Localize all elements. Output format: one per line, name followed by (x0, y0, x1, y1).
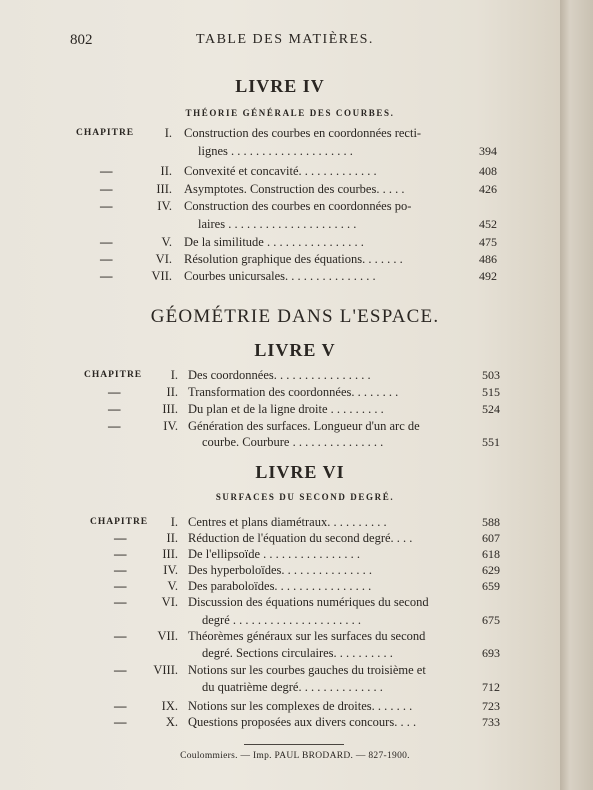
chapter-title: Théorèmes généraux sur les surfaces du second (188, 629, 426, 643)
chapter-number: X. (165, 715, 178, 729)
page-ref: 607 (482, 531, 500, 545)
page-ref: 426 (479, 182, 497, 196)
chapter-title: laires . . . . . . . . . . . . . . . . . . . . . (198, 217, 357, 231)
toc-entry-line (0, 234, 560, 250)
chapter-label: — (114, 531, 127, 545)
chapter-title: Asymptotes. Construction des courbes. . . . . (184, 182, 405, 196)
chapter-title: Construction des courbes en coordonnées recti- (184, 126, 422, 140)
page-number: 802 (70, 32, 93, 48)
toc-entry-line (0, 530, 560, 546)
toc-entry-line (0, 401, 560, 417)
chapter-title: Centres et plans diamétraux. . . . . . . . . . (188, 515, 387, 529)
chapter-number: III. (156, 182, 172, 196)
toc-entry-line (0, 546, 560, 562)
toc-entry-line (0, 181, 560, 197)
toc-entry-line (0, 628, 560, 644)
page-ref: 551 (482, 435, 500, 449)
livre-iv-subtitle: THÉORIE GÉNÉRALE DES COURBES. (185, 108, 395, 118)
toc-entry-line (0, 268, 560, 284)
page-ref: 675 (482, 613, 500, 627)
page-ref: 733 (482, 715, 500, 729)
page-ref: 394 (479, 144, 497, 158)
toc-entry-line (0, 679, 560, 695)
page-ref: 588 (482, 515, 500, 529)
chapter-number: I. (164, 126, 172, 140)
chapter-label: — (100, 252, 113, 266)
chapter-title: Notions sur les courbes gauches du troisième et (188, 663, 426, 677)
chapter-number: II. (160, 164, 172, 178)
chapter-label: CHAPITRE (84, 370, 143, 380)
chapter-title: Des hyperboloïdes. . . . . . . . . . . . . . . (188, 563, 373, 577)
chapter-number: VIII. (153, 663, 178, 677)
chapter-number: VII. (157, 629, 178, 643)
chapter-label: — (114, 579, 127, 593)
chapter-label: — (114, 663, 127, 677)
chapter-title: De l'ellipsoïde . . . . . . . . . . . . . . . . (188, 547, 361, 561)
chapter-number: IX. (161, 699, 178, 713)
chapter-label: — (100, 269, 113, 283)
chapter-label: — (100, 199, 113, 213)
page-ref: 629 (482, 563, 500, 577)
chapter-number: V. (167, 579, 178, 593)
livre-v-title: LIVRE V (254, 340, 336, 360)
toc-entry-line (0, 216, 560, 232)
chapter-number: II. (166, 385, 178, 399)
chapter-label: — (114, 629, 127, 643)
page-ref: 515 (482, 385, 500, 399)
page-ref: 723 (482, 699, 500, 713)
chapter-number: II. (166, 531, 178, 545)
chapter-label: CHAPITRE (90, 517, 149, 527)
page-ref: 475 (479, 235, 497, 249)
chapter-title: Discussion des équations numériques du second (188, 595, 429, 609)
page-ref: 492 (479, 269, 497, 283)
chapter-label: — (114, 547, 127, 561)
chapter-label: — (114, 715, 127, 729)
chapter-title: Convexité et concavité. . . . . . . . . . . . . (184, 164, 377, 178)
chapter-number: I. (170, 368, 178, 382)
part-title: GÉOMÉTRIE DANS L'ESPACE. (150, 306, 440, 327)
toc-entry-line (0, 562, 560, 578)
chapter-title: degré . . . . . . . . . . . . . . . . . . . . . (202, 613, 362, 627)
toc-entry-line (0, 514, 560, 530)
page-ref: 712 (482, 680, 500, 694)
chapter-label: — (108, 385, 121, 399)
chapter-number: V. (161, 235, 172, 249)
chapter-title: lignes . . . . . . . . . . . . . . . . . . . . (198, 144, 353, 158)
chapter-title: Du plan et de la ligne droite . . . . . . . . . (188, 402, 384, 416)
toc-entry-line (0, 662, 560, 678)
footer-rule (244, 744, 344, 745)
page-header (70, 32, 500, 52)
page-ref: 693 (482, 646, 500, 660)
livre-vi-subtitle: SURFACES DU SECOND DEGRÉ. (215, 492, 395, 502)
toc-entry-line (0, 612, 560, 628)
page-ref: 618 (482, 547, 500, 561)
page-ref: 503 (482, 368, 500, 382)
chapter-title: Construction des courbes en coordonnées po- (184, 199, 412, 213)
chapter-label: — (114, 595, 127, 609)
chapter-number: IV. (157, 199, 172, 213)
toc-entry-line (0, 698, 560, 714)
toc-entry-line (0, 143, 560, 159)
chapter-title: Des paraboloïdes. . . . . . . . . . . . . . . . (188, 579, 372, 593)
page-edge (560, 0, 593, 790)
chapter-title: Des coordonnées. . . . . . . . . . . . . . . . (188, 368, 371, 382)
printer-footer: Coulommiers. — Imp. PAUL BRODARD. — 827-1900. (180, 751, 410, 761)
chapter-title: Notions sur les complexes de droites. . . . . . . (188, 699, 413, 713)
toc-entry-line (0, 251, 560, 267)
chapter-title: du quatrième degré. . . . . . . . . . . . . . (202, 680, 383, 694)
chapter-label: — (108, 419, 121, 433)
chapter-number: VII. (151, 269, 172, 283)
toc-entry-line (0, 594, 560, 610)
chapter-title: Courbes unicursales. . . . . . . . . . . . . . . (184, 269, 376, 283)
toc-entry-line (0, 163, 560, 179)
toc-entry-line (0, 714, 560, 730)
page-ref: 486 (479, 252, 497, 266)
toc-entry-line (0, 384, 560, 400)
toc-entry-line (0, 198, 560, 214)
chapter-number: III. (162, 402, 178, 416)
chapter-number: IV. (163, 563, 178, 577)
livre-vi-title: LIVRE VI (255, 462, 345, 482)
chapter-title: courbe. Courbure . . . . . . . . . . . . . . . (202, 435, 384, 449)
chapter-label: — (100, 164, 113, 178)
toc-entry-line (0, 367, 560, 383)
chapter-label: CHAPITRE (76, 128, 135, 138)
chapter-label: — (114, 699, 127, 713)
toc-entry-line (0, 434, 560, 450)
page-ref: 524 (482, 402, 500, 416)
chapter-title: De la similitude . . . . . . . . . . . . . . . . (184, 235, 364, 249)
toc-entry-line (0, 418, 560, 434)
page-ref: 408 (479, 164, 497, 178)
livre-iv-title: LIVRE IV (235, 76, 325, 96)
toc-entry-line (0, 125, 560, 141)
chapter-label: — (100, 182, 113, 196)
chapter-title: Réduction de l'équation du second degré. . . . (188, 531, 413, 545)
chapter-title: Résolution graphique des équations. . . . . . . (184, 252, 403, 266)
page-ref: 452 (479, 217, 497, 231)
chapter-label: — (100, 235, 113, 249)
page-ref: 659 (482, 579, 500, 593)
toc-entry-line (0, 645, 560, 661)
chapter-title: degré. Sections circulaires. . . . . . . . . . (202, 646, 393, 660)
chapter-number: IV. (163, 419, 178, 433)
chapter-label: — (108, 402, 121, 416)
chapter-label: — (114, 563, 127, 577)
chapter-title: Transformation des coordonnées. . . . . . . . (188, 385, 399, 399)
running-title: TABLE DES MATIÈRES. (196, 32, 374, 47)
toc-entry-line (0, 578, 560, 594)
chapter-number: I. (170, 515, 178, 529)
chapter-number: VI. (155, 252, 172, 266)
chapter-number: VI. (161, 595, 178, 609)
chapter-title: Génération des surfaces. Longueur d'un arc de (188, 419, 420, 433)
chapter-title: Questions proposées aux divers concours. . . . (188, 715, 417, 729)
chapter-number: III. (162, 547, 178, 561)
